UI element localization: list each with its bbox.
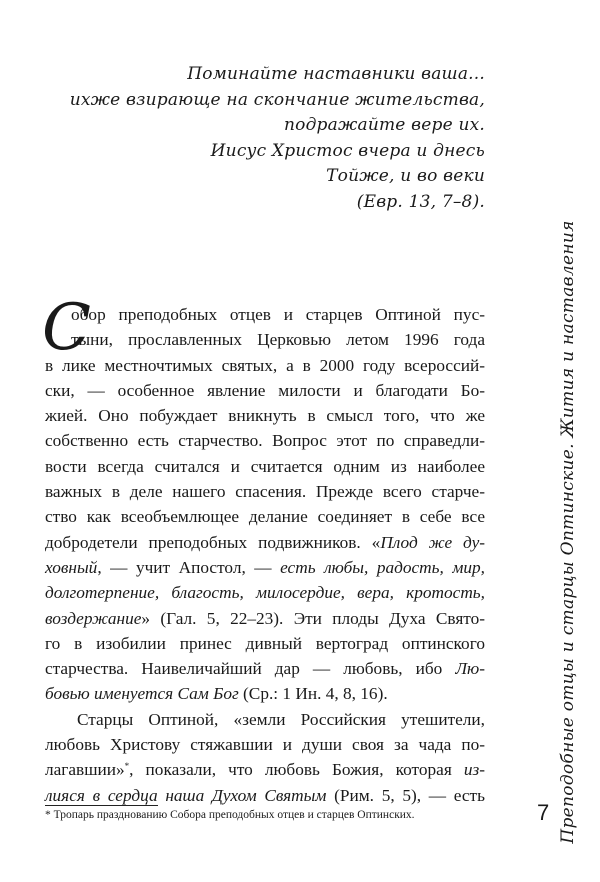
drop-cap: С <box>42 291 91 365</box>
text-segment: , — учит Апостол, — <box>97 557 281 577</box>
text-line <box>45 757 485 782</box>
epigraph <box>70 62 485 215</box>
text-segment: старчества. Наивеличайший дар — любовь, ибо <box>45 659 456 679</box>
text-line <box>45 707 485 732</box>
text-segment: жией. Оно побуждает вникнуть в смысл того, что же <box>45 406 485 426</box>
text-segment: важных в деле нашего спасения. Прежде всего старче- <box>45 482 485 502</box>
footnote-marker: * <box>124 761 130 772</box>
epigraph-citation: (Евр. 13, 7–8). <box>356 191 485 212</box>
italic-quote: долготерпение, благость, милосердие, вера, кротость, <box>45 583 485 603</box>
text-segment: (Ср.: 1 Ин. 4, 8, 16). <box>238 684 388 704</box>
epigraph-line: подражайте вере их. <box>283 115 485 135</box>
body-text <box>42 291 485 808</box>
italic-quote: Лю- <box>455 659 485 679</box>
text-segment: добродетели преподобных подвижников. « <box>45 532 381 552</box>
italic-quote: воздержание <box>45 608 142 628</box>
page-number: 7 <box>537 800 550 825</box>
italic-quote: из- <box>463 760 485 780</box>
text-line <box>45 302 485 327</box>
text-line <box>45 555 485 580</box>
text-segment: собственно есть старчество. Вопрос этот по справедли- <box>45 431 485 451</box>
italic-quote: есть любы, радость, мир, <box>280 557 485 577</box>
text-segment: го в изобилии принес дивный вертоград оптинского <box>45 633 485 653</box>
epigraph-line: ихже взирающе на скончание жительства, <box>69 89 485 110</box>
text-line <box>45 681 485 706</box>
text-line <box>45 631 485 656</box>
text-segment: (Рим. 5, 5), — есть <box>326 785 485 805</box>
epigraph-line: Поминайте наставники ваша... <box>187 64 485 84</box>
text-line <box>45 454 485 479</box>
text-segment: в лике местночтимых святых, а в 2000 году всероссий- <box>45 355 485 375</box>
text-segment: обор преподобных отцев и старцев Оптиной пус- <box>71 305 485 324</box>
text-line <box>45 656 485 681</box>
text-line <box>45 378 485 403</box>
text-segment: Старцы Оптиной, «земли Российския утешители, <box>77 709 485 729</box>
italic-quote: лияся в сердца наша Духом Святым <box>45 785 327 805</box>
text-line <box>45 479 485 504</box>
text-segment: лагавшии» <box>45 760 125 780</box>
italic-quote: ховный <box>45 557 98 577</box>
text-segment: ство как всеобъемлющее делание соединяет в себе все <box>45 507 485 527</box>
italic-quote: Плод же ду- <box>380 532 485 552</box>
italic-quote: бовью именуется Сам Бог <box>45 684 239 704</box>
footnote-rule <box>45 805 158 806</box>
epigraph-line: Тойже, и во веки <box>326 166 485 186</box>
text-segment: любовь Христову стяжавшии и души своя за чада по- <box>45 735 485 755</box>
text-segment: тыни, прославленных Церковью летом 1996 года <box>71 330 485 350</box>
text-line <box>45 530 485 555</box>
text-line <box>45 504 485 529</box>
text-line <box>45 428 485 453</box>
text-line <box>45 327 485 352</box>
text-segment: , показали, что любовь Божия, которая <box>129 760 464 780</box>
text-line <box>45 353 485 378</box>
text-line <box>45 580 485 605</box>
running-head: Преподобные отцы и старцы Оптинские. Жития и наставления <box>558 220 578 844</box>
text-segment: » (Гал. 5, 22–23). Эти плоды Духа Свято- <box>141 608 485 628</box>
text-line <box>45 732 485 757</box>
text-line <box>45 606 485 631</box>
footnote: * Тропарь празднованию Собора преподобных отцев и старцев Оптинских. <box>45 809 415 821</box>
epigraph-line: Иисус Христос вчера и днесь <box>210 140 485 161</box>
text-segment: ски, — особенное явление милости и благодати Бо- <box>45 380 485 400</box>
text-line <box>45 403 485 428</box>
text-segment: вости всегда считался и считается одним из наиболее <box>45 456 485 476</box>
